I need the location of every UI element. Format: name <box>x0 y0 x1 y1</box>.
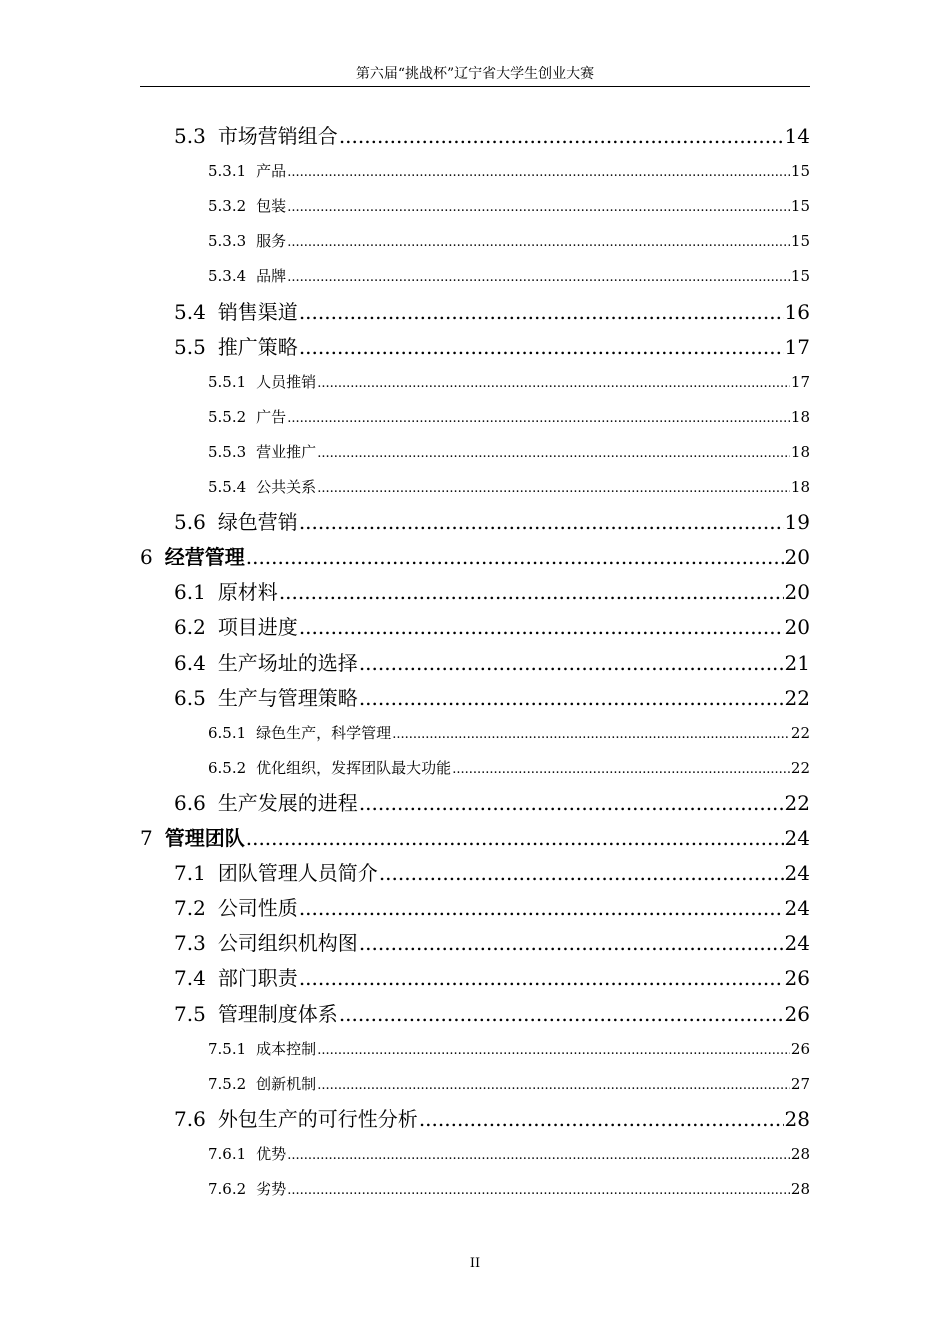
dot-leader <box>299 893 784 923</box>
toc-entry-number: 5.5.4 <box>208 478 247 496</box>
dot-leader <box>359 928 784 958</box>
toc-entry-number: 6.6 <box>174 790 206 815</box>
dot-leader <box>359 788 784 818</box>
toc-entry-page: 17 <box>784 334 810 359</box>
dot-leader <box>317 1073 790 1097</box>
toc-entry-number: 5.5.3 <box>208 442 247 461</box>
toc-entry-number: 5.3.2 <box>208 197 247 216</box>
dot-leader <box>246 823 784 853</box>
toc-entry[interactable] <box>174 612 810 642</box>
toc-entry-title: 部门职责 <box>217 966 298 991</box>
toc-entry-page: 15 <box>790 197 810 216</box>
toc-entry-page: 22 <box>784 790 810 815</box>
dot-leader <box>359 648 784 678</box>
toc-entry[interactable] <box>208 720 810 746</box>
dot-leader <box>287 1143 790 1167</box>
toc-entry[interactable] <box>208 158 810 184</box>
page-number: II <box>469 1256 481 1271</box>
toc-entry-page: 24 <box>784 931 810 956</box>
toc-entry-title: 绿色生产，科学管理 <box>256 723 392 742</box>
toc-entry-page: 15 <box>790 162 810 181</box>
toc-entry-number: 7.6 <box>174 1106 206 1131</box>
toc-entry-page: 16 <box>784 299 810 324</box>
dot-leader <box>287 265 790 289</box>
toc-entry-page: 19 <box>784 510 810 535</box>
toc-entry-title: 原材料 <box>217 580 278 605</box>
toc-entry-number: 5.4 <box>174 299 206 324</box>
toc-entry-title: 公司组织机构图 <box>217 931 358 956</box>
toc-entry[interactable] <box>140 542 810 572</box>
toc-entry-number: 6.5.2 <box>208 758 247 777</box>
toc-entry[interactable] <box>174 297 810 327</box>
toc-entry-number: 7.2 <box>174 896 206 921</box>
dot-leader <box>317 476 790 500</box>
toc-entry-page: 27 <box>790 1074 810 1093</box>
toc-entry-page: 17 <box>790 372 810 391</box>
dot-leader <box>339 121 784 151</box>
dot-leader <box>359 683 784 713</box>
toc-entry[interactable] <box>208 1071 810 1097</box>
toc-entry-title: 优化组织，发挥团队最大功能 <box>256 758 452 777</box>
toc-entry[interactable] <box>174 577 810 607</box>
dot-leader <box>287 195 790 219</box>
toc-entry[interactable] <box>140 823 810 853</box>
toc-entry[interactable] <box>174 121 810 151</box>
toc-entry-number: 7 <box>140 826 153 850</box>
toc-entry[interactable] <box>174 683 810 713</box>
toc-entry[interactable] <box>208 263 810 289</box>
toc-entry-title: 外包生产的可行性分析 <box>217 1106 418 1131</box>
toc-entry-title: 管理制度体系 <box>217 1001 338 1026</box>
toc-entry-page: 18 <box>790 442 810 461</box>
toc-entry-title: 项目进度 <box>217 615 298 640</box>
dot-leader <box>379 858 784 888</box>
toc-entry-title: 公司性质 <box>217 896 298 921</box>
toc-entry-page: 14 <box>784 124 810 148</box>
dot-leader <box>317 441 790 465</box>
toc-entry-page: 26 <box>784 1001 810 1026</box>
dot-leader <box>392 722 790 746</box>
toc-entry-page: 28 <box>790 1180 810 1198</box>
toc-entry[interactable] <box>208 439 810 465</box>
dot-leader <box>419 1104 784 1134</box>
toc-entry[interactable] <box>208 193 810 219</box>
toc-entry-page: 18 <box>790 407 810 426</box>
toc-entry-title: 广告 <box>256 407 287 426</box>
toc-entry-number: 5.3.1 <box>208 162 247 181</box>
toc-entry-number: 7.4 <box>174 966 206 991</box>
toc-entry-page: 15 <box>790 232 810 251</box>
toc-entry[interactable] <box>208 1036 810 1062</box>
toc-entry[interactable] <box>208 369 810 395</box>
toc-entry-title: 市场营销组合 <box>217 124 338 148</box>
toc-entry[interactable] <box>174 928 810 958</box>
toc-entry-page: 22 <box>790 758 810 777</box>
toc-entry-page: 20 <box>784 545 810 570</box>
toc-entry-number: 7.6.2 <box>208 1180 247 1198</box>
toc-entry-title: 销售渠道 <box>217 299 298 324</box>
toc-entry-page: 15 <box>790 267 810 286</box>
dot-leader <box>317 371 790 395</box>
toc-entry-number: 6.5.1 <box>208 723 247 742</box>
toc-entry-page: 28 <box>790 1144 810 1163</box>
toc-entry-number: 5.3.3 <box>208 232 247 251</box>
toc-entry-number: 6.1 <box>174 580 206 605</box>
toc-entry-title: 优势 <box>256 1144 287 1163</box>
toc-entry[interactable] <box>174 788 810 818</box>
page-header: 第六届“挑战杯”辽宁省大学生创业大赛 <box>355 66 595 82</box>
toc-entry[interactable] <box>174 1104 810 1134</box>
toc-entry-number: 6.2 <box>174 615 206 640</box>
toc-entry-number: 5.5.1 <box>208 372 247 391</box>
toc-entry-title: 管理团队 <box>164 826 245 850</box>
toc-entry-title: 公共关系 <box>256 478 317 496</box>
toc-entry-number: 5.6 <box>174 510 206 535</box>
toc-entry-title: 推广策略 <box>217 334 298 359</box>
toc-entry[interactable] <box>208 1176 810 1202</box>
dot-leader <box>279 577 784 607</box>
toc-entry-number: 6.4 <box>174 650 206 675</box>
toc-entry-title: 生产与管理策略 <box>217 685 358 710</box>
toc-entry-title: 服务 <box>256 232 287 251</box>
toc-entry-page: 18 <box>790 478 810 496</box>
dot-leader <box>299 507 784 537</box>
toc-entry-number: 5.5.2 <box>208 407 247 426</box>
toc-entry-page: 20 <box>784 615 810 640</box>
dot-leader <box>339 999 784 1029</box>
toc-entry[interactable] <box>208 228 810 254</box>
dot-leader <box>287 230 790 254</box>
toc-entry-title: 人员推销 <box>256 372 317 391</box>
toc-entry-number: 7.5.2 <box>208 1074 247 1093</box>
toc-entry-title: 创新机制 <box>256 1074 317 1093</box>
toc-entry[interactable] <box>174 999 810 1029</box>
toc-entry[interactable] <box>208 404 810 430</box>
toc-entry-number: 5.3.4 <box>208 267 247 286</box>
toc-entry-number: 5.3 <box>174 124 206 148</box>
toc-entry-page: 26 <box>790 1039 810 1058</box>
toc-entry-number: 7.6.1 <box>208 1144 247 1163</box>
toc-entry[interactable] <box>208 1141 810 1167</box>
toc-entry[interactable] <box>174 507 810 537</box>
toc-entry-number: 7.3 <box>174 931 206 956</box>
dot-leader <box>287 160 790 184</box>
toc-entry-title: 经营管理 <box>164 545 245 570</box>
dot-leader <box>287 406 790 430</box>
toc-entry-number: 7.5.1 <box>208 1039 247 1058</box>
toc-entry-page: 21 <box>784 650 810 675</box>
toc-entry-number: 5.5 <box>174 334 206 359</box>
dot-leader <box>299 963 784 993</box>
dot-leader <box>299 612 784 642</box>
toc-entry-title: 团队管理人员简介 <box>217 861 378 886</box>
toc-entry-title: 品牌 <box>256 267 287 286</box>
toc-entry-number: 7.1 <box>174 861 206 886</box>
toc-entry[interactable] <box>174 963 810 993</box>
dot-leader <box>317 1038 790 1062</box>
toc-entry-page: 28 <box>784 1106 810 1131</box>
dot-leader <box>299 332 784 362</box>
toc-entry-page: 24 <box>784 826 810 850</box>
toc-entry[interactable] <box>174 893 810 923</box>
toc-entry-title: 包装 <box>256 197 287 216</box>
toc-entry-page: 22 <box>784 685 810 710</box>
toc-entry-page: 24 <box>784 861 810 886</box>
toc-entry-number: 7.5 <box>174 1001 206 1026</box>
dot-leader <box>452 757 790 781</box>
toc-entry-number: 6.5 <box>174 685 206 710</box>
toc-entry[interactable] <box>208 474 810 500</box>
toc-entry[interactable] <box>174 858 810 888</box>
dot-leader <box>287 1178 790 1202</box>
dot-leader <box>299 297 784 327</box>
toc-entry-page: 24 <box>784 896 810 921</box>
toc-entry-number: 6 <box>140 545 153 570</box>
toc-entry-page: 26 <box>784 966 810 991</box>
toc-entry-page: 22 <box>790 723 810 742</box>
toc-entry-title: 绿色营销 <box>217 510 298 535</box>
toc-entry-title: 营业推广 <box>256 442 317 461</box>
toc-entry-title: 产品 <box>256 162 287 181</box>
dot-leader <box>246 542 784 572</box>
toc-entry-title: 生产发展的进程 <box>217 790 358 815</box>
toc-entry[interactable] <box>174 332 810 362</box>
toc-entry-page: 20 <box>784 580 810 605</box>
toc-entry-title: 成本控制 <box>256 1039 317 1058</box>
toc-entry[interactable] <box>174 648 810 678</box>
toc-entry-title: 劣势 <box>256 1180 287 1198</box>
toc-entry-title: 生产场址的选择 <box>217 650 358 675</box>
toc-entry[interactable] <box>208 755 810 781</box>
